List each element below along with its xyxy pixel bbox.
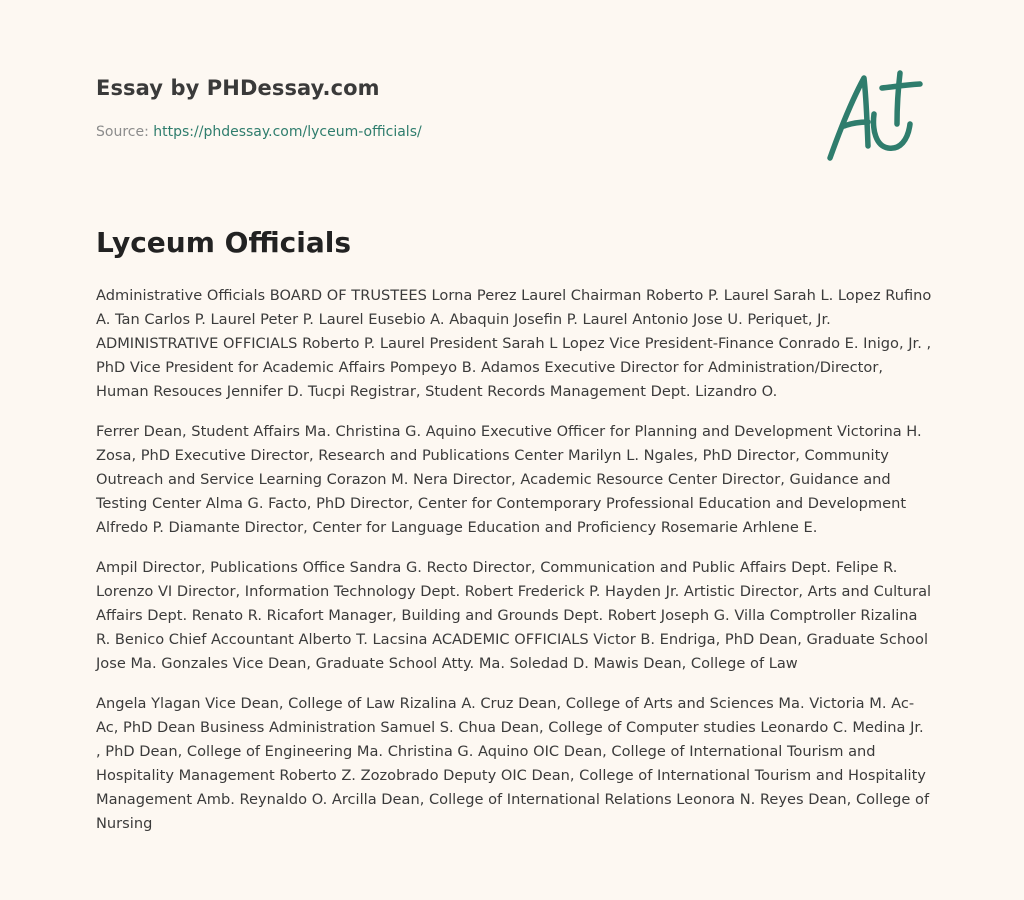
essay-paragraph: Angela Ylagan Vice Dean, College of Law Rizalina A. Cruz Dean, College of Arts and Sciences Ma. Victoria M. Ac-Ac, PhD Dean Business Administration Samuel S. Chua Dean, College of Computer studies Leonardo C. Medina Jr. , PhD Dean, College of Engineering Ma. Christina G. Aquino OIC Dean, College of International Tourism and Hospitality Management Roberto Z. Zozobrado Deputy OIC Dean, College of International Tourism and Hospitality Management Amb. Reynaldo O. Arcilla Dean, College of International Relations Leonora N. Reyes Dean, College of Nursing: [96, 695, 930, 832]
essay-paragraph: Ampil Director, Publications Office Sandra G. Recto Director, Communication and Public Affairs Dept. Felipe R. Lorenzo VI Director, Information Technology Dept. Robert Frederick P. Hayden Jr. Artistic Director, Arts and Cultural Affairs Dept. Renato R. Ricafort Manager, Building and Grounds Dept. Robert Joseph G. Villa Comptroller Rizalina R. Benico Chief Accountant Alberto T. Lacsina ACADEMIC OFFICIALS Victor B. Endriga, PhD Dean, Graduate School Jose Ma. Gonzales Vice Dean, Graduate School Atty. Ma. Soledad D. Mawis Dean, College of Law: [96, 559, 932, 672]
essay-paragraph: Ferrer Dean, Student Affairs Ma. Christina G. Aquino Executive Officer for Planning and Development Victorina H. Zosa, PhD Executive Director, Research and Publications Center Marilyn L. Ngales, PhD Director, Community Outreach and Service Learning Corazon M. Nera Director, Academic Resource Center Director, Guidance and Testing Center Alma G. Facto, PhD Director, Center for Contemporary Professional Education and Development Alfredo P. Diamante Director, Center for Language Education and Proficiency Rosemarie Arhlene E.: [96, 423, 922, 536]
essay-title: Lyceum Officials: [96, 226, 352, 259]
source-link[interactable]: https://phdessay.com/lyceum-officials/: [153, 124, 422, 140]
site-brand: Essay by PHDessay.com: [96, 76, 380, 100]
essay-paragraph: Administrative Officials BOARD OF TRUSTEES Lorna Perez Laurel Chairman Roberto P. Laurel Sarah L. Lopez Rufino A. Tan Carlos P. Laurel Peter P. Laurel Eusebio A. Abaquin Josefin P. Laurel Antonio Jose U. Periquet, Jr. ADMINISTRATIVE OFFICIALS Roberto P. Laurel President Sarah L Lopez Vice President-Finance Conrado E. Inigo, Jr. , PhD Vice President for Academic Affairs Pompeyo B. Adamos Executive Director for Administration/Director, Human Resouces Jennifer D. Tucpi Registrar, Student Records Management Dept. Lizandro O.: [96, 287, 932, 400]
source-line: [96, 124, 422, 140]
a-plus-logo-icon: [822, 68, 928, 166]
source-label: Source:: [96, 124, 149, 140]
essay-body: [96, 284, 932, 852]
